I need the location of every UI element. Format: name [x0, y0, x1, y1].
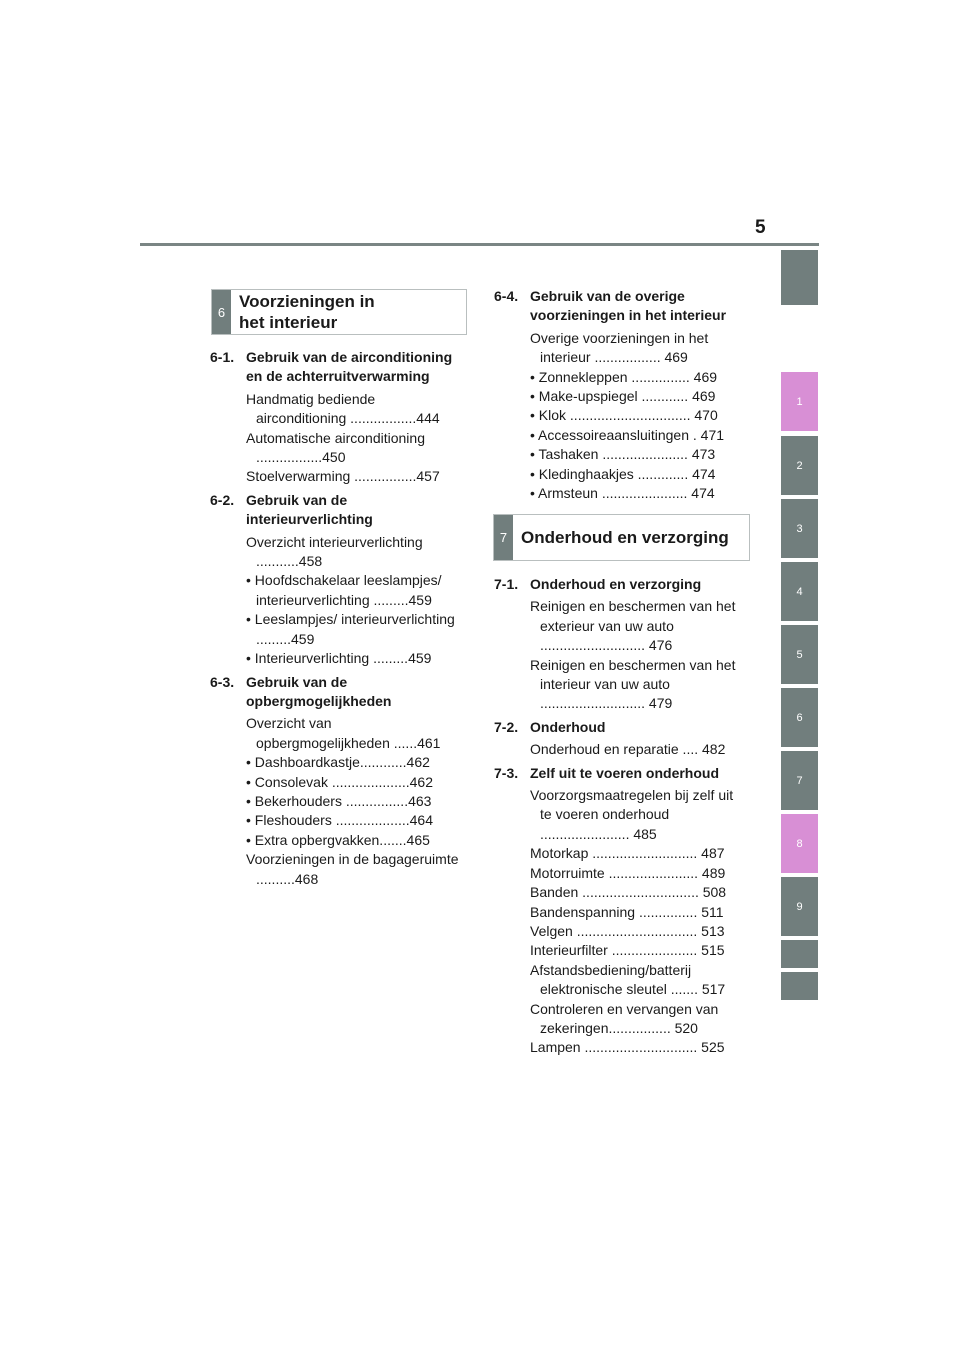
toc-section-title: Onderhoud en verzorging [530, 576, 702, 592]
toc-section [210, 348, 460, 487]
chapter-tab-2[interactable]: 2 [781, 436, 818, 495]
toc-entry[interactable]: • Fleshouders ...................464 [246, 812, 433, 829]
toc-entry[interactable]: • Extra opbergvakken.......465 [246, 831, 430, 848]
toc-entry[interactable]: • Bekerhouders ................463 [246, 792, 432, 809]
toc-section-number: 6-3. [210, 673, 235, 690]
toc-entry[interactable]: Handmatig bediende airconditioning .................444 [246, 390, 440, 427]
toc-entry[interactable]: Lampen ............................. 525 [530, 1039, 725, 1056]
toc-section-heading [210, 348, 460, 387]
toc-section [210, 673, 460, 889]
section-7-title: Onderhoud en verzorging [521, 528, 729, 547]
toc-entry[interactable]: Afstandsbediening/batterij elektronische sleutel ....... 517 [530, 961, 726, 998]
toc-section-title: Gebruik van de opbergmogelijkheden [246, 673, 392, 709]
toc-entry[interactable]: Overige voorzieningen in het interieur ................. 469 [530, 329, 709, 366]
toc-entry[interactable]: • Tashaken ...................... 473 [530, 446, 716, 463]
toc-entry[interactable]: Velgen ............................... 513 [530, 922, 725, 939]
toc-entry[interactable]: Interieurfilter ...................... 515 [530, 942, 725, 959]
toc-right-column-bottom [494, 575, 744, 1058]
chapter-tab-blank-0[interactable] [781, 250, 818, 305]
toc-entry[interactable]: • Armsteun ...................... 474 [530, 485, 715, 502]
toc-entries [530, 740, 744, 759]
toc-entry[interactable]: Voorzorgsmaatregelen bij zelf uit te voeren onderhoud ....................... 485 [530, 787, 734, 842]
toc-section-heading [494, 718, 744, 737]
toc-entry[interactable]: • Accessoireaansluitingen . 471 [530, 426, 725, 443]
toc-entry[interactable]: Bandenspanning ............... 511 [530, 903, 724, 920]
toc-section-number: 7-2. [494, 718, 519, 735]
toc-right-column-top [494, 287, 744, 503]
toc-entries [246, 390, 460, 487]
toc-section-number: 7-1. [494, 576, 519, 592]
toc-entry[interactable]: • Klok ............................... 470 [530, 407, 718, 424]
page-number: 5 [755, 217, 766, 238]
header-rule [140, 243, 819, 246]
chapter-tab-3[interactable]: 3 [781, 499, 818, 558]
toc-entries [530, 329, 744, 504]
toc-entries [530, 786, 744, 1058]
toc-section-number: 6-2. [210, 491, 235, 508]
toc-entry[interactable]: Controleren en vervangen van zekeringen................ 520 [530, 1000, 719, 1036]
chapter-tab-6[interactable]: 6 [781, 688, 818, 747]
toc-section [494, 764, 744, 1058]
toc-section-title: Zelf uit te voeren onderhoud [530, 764, 720, 781]
chapter-tab-5[interactable]: 5 [781, 625, 818, 684]
toc-entry[interactable]: • Leeslampjes/ interieurverlichting .........459 [246, 611, 455, 647]
toc-entry[interactable]: Overzicht interieurverlichting ...........458 [246, 533, 423, 570]
chapter-tab-blank-10[interactable] [781, 940, 818, 968]
toc-section [494, 718, 744, 760]
section-6-title: Voorzieningen in het interieur [239, 292, 375, 332]
toc-section [494, 575, 744, 714]
chapter-tab-blank-11[interactable] [781, 972, 818, 1000]
toc-section-number: 7-3. [494, 764, 519, 781]
toc-entry[interactable]: Onderhoud en reparatie .... 482 [530, 741, 726, 758]
toc-section-heading [210, 491, 460, 530]
toc-section-title: Gebruik van de airconditioning en de achterruitverwarming [246, 349, 453, 385]
toc-entry[interactable]: Stoelverwarming ................457 [246, 468, 440, 485]
toc-section-title: Gebruik van de interieurverlichting [246, 491, 373, 528]
toc-section-heading [494, 287, 744, 326]
toc-section-title: Onderhoud [530, 718, 606, 735]
section-6-header [211, 289, 467, 335]
toc-entry[interactable]: Motorkap ........................... 487 [530, 845, 725, 862]
chapter-tab-7[interactable]: 7 [781, 751, 818, 810]
toc-section [210, 491, 460, 669]
toc-entry[interactable]: Reinigen en beschermen van het interieur van uw auto ........................... 479 [530, 656, 736, 712]
toc-entry[interactable]: Motorruimte ....................... 489 [530, 864, 726, 881]
chapter-tab-4[interactable]: 4 [781, 562, 818, 621]
toc-entries [530, 597, 744, 713]
toc-section-heading [210, 673, 460, 712]
toc-entry[interactable]: • Interieurverlichting .........459 [246, 650, 432, 667]
toc-section-title: Gebruik van de overige voorzieningen in het interieur [530, 288, 727, 324]
toc-left-column [210, 348, 460, 889]
toc-entry[interactable]: • Hoofdschakelaar leeslampjes/ interieurverlichting .........459 [246, 572, 442, 608]
toc-entries [246, 714, 460, 889]
toc-entry[interactable]: • Dashboardkastje............462 [246, 754, 430, 771]
toc-section-number: 6-1. [210, 349, 235, 365]
toc-entry[interactable]: Reinigen en beschermen van het exterieur van uw auto ........................... 476 [530, 598, 736, 654]
toc-section-number: 6-4. [494, 288, 519, 304]
toc-section [494, 287, 744, 503]
section-7-tab: 7 [494, 515, 513, 560]
toc-entry[interactable]: Banden .............................. 508 [530, 884, 727, 901]
toc-entry[interactable]: • Consolevak ....................462 [246, 773, 433, 790]
section-7-header [493, 514, 750, 561]
toc-entries [246, 533, 460, 669]
toc-entry[interactable]: • Make-upspiegel ............ 469 [530, 388, 716, 405]
chapter-tab-1[interactable]: 1 [781, 372, 818, 431]
toc-entry[interactable]: • Kledinghaakjes ............. 474 [530, 465, 716, 482]
section-6-tab: 6 [212, 290, 231, 334]
toc-entry[interactable]: Overzicht van opbergmogelijkheden ......461 [246, 715, 441, 751]
toc-section-heading [494, 575, 744, 594]
toc-section-heading [494, 764, 744, 783]
toc-entry[interactable]: • Zonnekleppen ............... 469 [530, 368, 718, 385]
chapter-tab-8[interactable]: 8 [781, 814, 818, 873]
chapter-tab-9[interactable]: 9 [781, 877, 818, 936]
toc-entry[interactable]: Voorzieningen in de bagageruimte ..........468 [246, 851, 459, 887]
toc-entry[interactable]: Automatische airconditioning .................450 [246, 429, 425, 466]
